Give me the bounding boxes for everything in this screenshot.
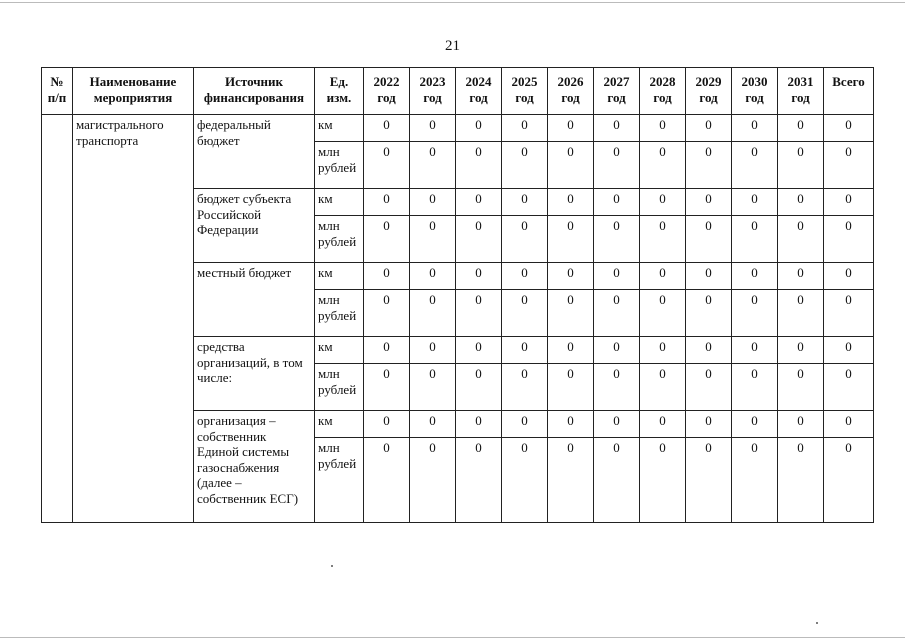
value-cell: 0 bbox=[548, 290, 594, 337]
value-cell: 0 bbox=[686, 364, 732, 411]
value-cell: 0 bbox=[548, 216, 594, 263]
value-cell: 0 bbox=[686, 411, 732, 438]
value-cell: 0 bbox=[410, 364, 456, 411]
unit-cell: млн рублей bbox=[315, 290, 364, 337]
value-cell: 0 bbox=[640, 364, 686, 411]
funding-source: местный бюджет bbox=[194, 263, 315, 337]
header-year: 2031 год bbox=[778, 68, 824, 115]
value-cell: 0 bbox=[778, 290, 824, 337]
header-year: 2023 год bbox=[410, 68, 456, 115]
value-cell: 0 bbox=[594, 189, 640, 216]
unit-cell: км bbox=[315, 263, 364, 290]
value-cell: 0 bbox=[686, 115, 732, 142]
scan-dot bbox=[331, 565, 333, 567]
value-cell: 0 bbox=[594, 364, 640, 411]
value-cell: 0 bbox=[640, 337, 686, 364]
unit-cell: км bbox=[315, 411, 364, 438]
value-cell: 0 bbox=[548, 115, 594, 142]
value-cell: 0 bbox=[410, 411, 456, 438]
value-cell: 0 bbox=[594, 290, 640, 337]
value-cell: 0 bbox=[640, 142, 686, 189]
value-cell: 0 bbox=[502, 364, 548, 411]
value-cell: 0 bbox=[640, 438, 686, 523]
total-cell: 0 bbox=[824, 115, 874, 142]
value-cell: 0 bbox=[364, 290, 410, 337]
unit-cell: млн рублей bbox=[315, 142, 364, 189]
value-cell: 0 bbox=[364, 189, 410, 216]
funding-source: средства организаций, в том числе: bbox=[194, 337, 315, 411]
value-cell: 0 bbox=[502, 263, 548, 290]
value-cell: 0 bbox=[594, 216, 640, 263]
header-year: 2028 год bbox=[640, 68, 686, 115]
header-source: Источник финансирования bbox=[194, 68, 315, 115]
value-cell: 0 bbox=[548, 411, 594, 438]
row-number-cell bbox=[42, 115, 73, 523]
header-year: 2025 год bbox=[502, 68, 548, 115]
value-cell: 0 bbox=[456, 263, 502, 290]
value-cell: 0 bbox=[548, 189, 594, 216]
value-cell: 0 bbox=[548, 142, 594, 189]
total-cell: 0 bbox=[824, 438, 874, 523]
value-cell: 0 bbox=[410, 290, 456, 337]
total-cell: 0 bbox=[824, 189, 874, 216]
value-cell: 0 bbox=[456, 189, 502, 216]
value-cell: 0 bbox=[502, 337, 548, 364]
value-cell: 0 bbox=[686, 438, 732, 523]
header-row bbox=[42, 68, 874, 115]
value-cell: 0 bbox=[732, 115, 778, 142]
value-cell: 0 bbox=[778, 263, 824, 290]
value-cell: 0 bbox=[686, 263, 732, 290]
value-cell: 0 bbox=[456, 142, 502, 189]
value-cell: 0 bbox=[502, 189, 548, 216]
value-cell: 0 bbox=[364, 337, 410, 364]
value-cell: 0 bbox=[778, 337, 824, 364]
value-cell: 0 bbox=[364, 216, 410, 263]
total-cell: 0 bbox=[824, 364, 874, 411]
value-cell: 0 bbox=[502, 216, 548, 263]
value-cell: 0 bbox=[502, 142, 548, 189]
value-cell: 0 bbox=[732, 337, 778, 364]
value-cell: 0 bbox=[594, 438, 640, 523]
header-year: 2022 год bbox=[364, 68, 410, 115]
scan-line-top bbox=[0, 2, 905, 3]
value-cell: 0 bbox=[594, 411, 640, 438]
value-cell: 0 bbox=[364, 263, 410, 290]
value-cell: 0 bbox=[640, 290, 686, 337]
value-cell: 0 bbox=[456, 290, 502, 337]
funding-source: бюджет субъекта Российской Федерации bbox=[194, 189, 315, 263]
value-cell: 0 bbox=[548, 364, 594, 411]
value-cell: 0 bbox=[778, 142, 824, 189]
value-cell: 0 bbox=[502, 438, 548, 523]
value-cell: 0 bbox=[364, 411, 410, 438]
header-name: Наименование мероприятия bbox=[73, 68, 194, 115]
value-cell: 0 bbox=[364, 142, 410, 189]
value-cell: 0 bbox=[732, 290, 778, 337]
value-cell: 0 bbox=[732, 438, 778, 523]
value-cell: 0 bbox=[640, 189, 686, 216]
value-cell: 0 bbox=[732, 411, 778, 438]
value-cell: 0 bbox=[410, 438, 456, 523]
value-cell: 0 bbox=[410, 142, 456, 189]
total-cell: 0 bbox=[824, 290, 874, 337]
value-cell: 0 bbox=[456, 216, 502, 263]
total-cell: 0 bbox=[824, 337, 874, 364]
value-cell: 0 bbox=[732, 216, 778, 263]
value-cell: 0 bbox=[410, 337, 456, 364]
value-cell: 0 bbox=[640, 216, 686, 263]
value-cell: 0 bbox=[640, 115, 686, 142]
total-cell: 0 bbox=[824, 411, 874, 438]
value-cell: 0 bbox=[732, 364, 778, 411]
funding-source: организация – собственник Единой системы газоснабжения (далее – собственник ЕСГ) bbox=[194, 411, 315, 523]
value-cell: 0 bbox=[456, 115, 502, 142]
value-cell: 0 bbox=[686, 216, 732, 263]
header-year: 2024 год bbox=[456, 68, 502, 115]
value-cell: 0 bbox=[364, 438, 410, 523]
total-cell: 0 bbox=[824, 263, 874, 290]
value-cell: 0 bbox=[732, 189, 778, 216]
value-cell: 0 bbox=[686, 337, 732, 364]
value-cell: 0 bbox=[594, 337, 640, 364]
value-cell: 0 bbox=[778, 189, 824, 216]
value-cell: 0 bbox=[456, 411, 502, 438]
value-cell: 0 bbox=[778, 216, 824, 263]
value-cell: 0 bbox=[686, 290, 732, 337]
unit-cell: млн рублей bbox=[315, 364, 364, 411]
value-cell: 0 bbox=[686, 142, 732, 189]
value-cell: 0 bbox=[732, 263, 778, 290]
activity-name: магистрального транспорта bbox=[73, 115, 194, 523]
unit-cell: км bbox=[315, 337, 364, 364]
scan-line-bottom bbox=[0, 637, 905, 638]
unit-cell: км bbox=[315, 189, 364, 216]
value-cell: 0 bbox=[686, 189, 732, 216]
value-cell: 0 bbox=[456, 337, 502, 364]
value-cell: 0 bbox=[364, 364, 410, 411]
value-cell: 0 bbox=[548, 438, 594, 523]
value-cell: 0 bbox=[410, 263, 456, 290]
value-cell: 0 bbox=[594, 142, 640, 189]
unit-cell: млн рублей bbox=[315, 438, 364, 523]
funding-source: федеральный бюджет bbox=[194, 115, 315, 189]
unit-cell: км bbox=[315, 115, 364, 142]
value-cell: 0 bbox=[410, 216, 456, 263]
value-cell: 0 bbox=[410, 115, 456, 142]
header-year: 2030 год bbox=[732, 68, 778, 115]
value-cell: 0 bbox=[548, 263, 594, 290]
value-cell: 0 bbox=[594, 115, 640, 142]
value-cell: 0 bbox=[778, 364, 824, 411]
value-cell: 0 bbox=[778, 411, 824, 438]
header-year: 2027 год bbox=[594, 68, 640, 115]
financing-table bbox=[41, 67, 874, 523]
value-cell: 0 bbox=[502, 411, 548, 438]
page-number: 21 bbox=[445, 38, 460, 54]
value-cell: 0 bbox=[732, 142, 778, 189]
unit-cell: млн рублей bbox=[315, 216, 364, 263]
header-total: Всего bbox=[824, 68, 874, 115]
header-num: № п/п bbox=[42, 68, 73, 115]
header-unit: Ед. изм. bbox=[315, 68, 364, 115]
value-cell: 0 bbox=[640, 263, 686, 290]
value-cell: 0 bbox=[456, 438, 502, 523]
value-cell: 0 bbox=[502, 115, 548, 142]
scan-dot bbox=[816, 622, 818, 624]
header-year: 2026 год bbox=[548, 68, 594, 115]
value-cell: 0 bbox=[778, 438, 824, 523]
value-cell: 0 bbox=[364, 115, 410, 142]
table-row bbox=[42, 115, 874, 142]
value-cell: 0 bbox=[410, 189, 456, 216]
value-cell: 0 bbox=[548, 337, 594, 364]
total-cell: 0 bbox=[824, 142, 874, 189]
value-cell: 0 bbox=[778, 115, 824, 142]
header-year: 2029 год bbox=[686, 68, 732, 115]
value-cell: 0 bbox=[456, 364, 502, 411]
value-cell: 0 bbox=[502, 290, 548, 337]
value-cell: 0 bbox=[640, 411, 686, 438]
value-cell: 0 bbox=[594, 263, 640, 290]
total-cell: 0 bbox=[824, 216, 874, 263]
